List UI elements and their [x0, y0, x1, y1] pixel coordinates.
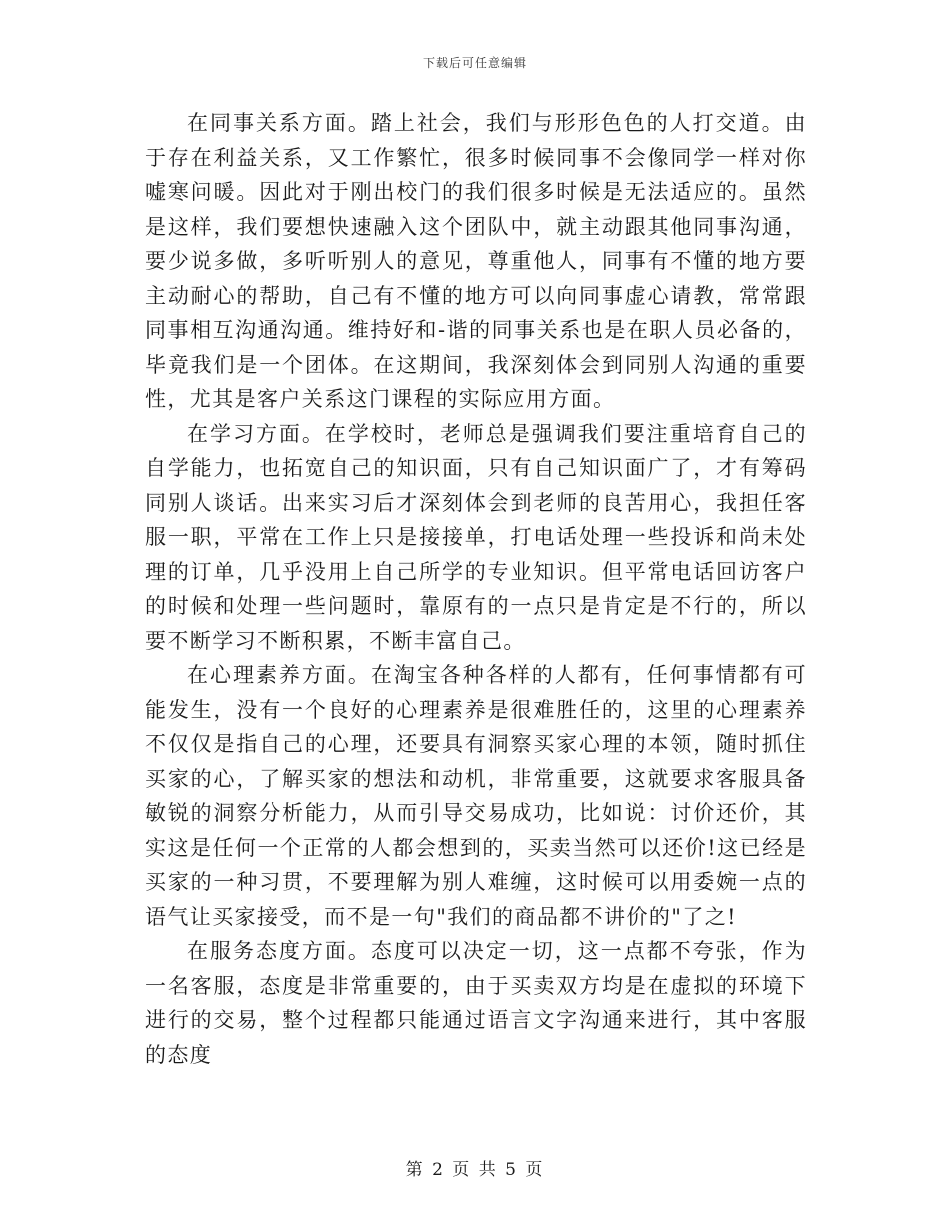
page-footer: 第 2 页 共 5 页 [405, 1160, 545, 1180]
paragraph-learning: 在学习方面。在学校时，老师总是强调我们要注重培育自己的自学能力，也拓宽自己的知识面，只有自己知识面广了，才有筹码同别人谈话。出来实习后才深刻体会到老师的良苦用心，我担任客服一职，平常在工作上只是接接单，打电话处理一些投诉和尚未处理的订单，几乎没用上自己所学的专业知识。但平常电话回访客户的时候和处理一些问题时，靠原有的一点只是肯定是不行的，所以要不断学习不断积累，不断丰富自己。 [145, 421, 807, 653]
paragraph-psychological-quality: 在心理素养方面。在淘宝各种各样的人都有，任何事情都有可能发生，没有一个良好的心理素养是很难胜任的，这里的心理素养不仅仅是指自己的心理，还要具有洞察买家心理的本领，随时抓住买家的心，了解买家的想法和动机，非常重要，这就要求客服具备敏锐的洞察分析能力，从而引导交易成功，比如说：讨价还价，其实这是任何一个正常的人都会想到的，买卖当然可以还价!这已经是买家的一种习贯，不要理解为别人难缠，这时候可以用委婉一点的语气让买家接受，而不是一句"我们的商品都不讲价的"了之! [145, 663, 807, 929]
document-body [145, 106, 807, 1072]
paragraph-service-attitude: 在服务态度方面。态度可以决定一切，这一点都不夸张，作为一名客服，态度是非常重要的，由于买卖双方均是在虚拟的环境下进行的交易，整个过程都只能通过语言文字沟通来进行，其中客服的态度 [145, 939, 807, 1067]
paragraph-colleague-relations: 在同事关系方面。踏上社会，我们与形形色色的人打交道。由于存在利益关系，又工作繁忙，很多时候同事不会像同学一样对你嘘寒问暖。因此对于刚出校门的我们很多时候是无法适应的。虽然是这样，我们要想快速融入这个团队中，就主动跟其他同事沟通，要少说多做，多听听别人的意见，尊重他人，同事有不懂的地方要主动耐心的帮助，自己有不懂的地方可以向同事虚心请教，常常跟同事相互沟通沟通。维持好和-谐的同事关系也是在职人员必备的，毕竟我们是一个团体。在这期间，我深刻体会到同别人沟通的重要性，尤其是客户关系这门课程的实际应用方面。 [145, 111, 807, 411]
page-header: 下载后可任意编辑 [422, 56, 527, 70]
